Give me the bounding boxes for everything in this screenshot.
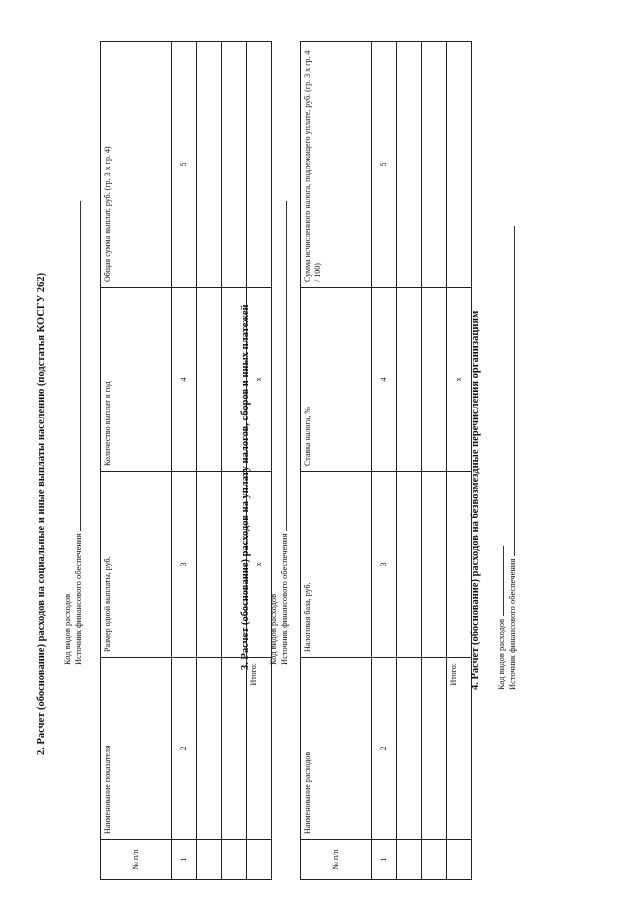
section3-title: 3. Расчет (обоснование) расходов на уплату налогов, сборов и иных платежей xyxy=(240,304,251,670)
table-cell[interactable] xyxy=(197,472,222,658)
x-mark: x xyxy=(247,472,272,658)
header-cell: Размер одной выплаты, руб. xyxy=(101,472,172,658)
table-cell[interactable] xyxy=(422,42,447,288)
table-cell[interactable] xyxy=(222,658,247,840)
x-mark: x xyxy=(247,288,272,472)
section4-title: 4. Расчет (обоснование) расходов на безвозмездные перечисления организациям xyxy=(470,310,481,690)
x-mark: x xyxy=(447,288,472,472)
column-number: 1 xyxy=(372,840,397,880)
header-cell: № п/п xyxy=(101,840,172,880)
table-cell[interactable] xyxy=(447,472,472,658)
header-cell: Налоговая база, руб. xyxy=(301,472,372,658)
table-cell[interactable] xyxy=(422,472,447,658)
column-number: 2 xyxy=(372,658,397,840)
table-cell[interactable] xyxy=(397,840,422,880)
header-cell: Ставка налога, % xyxy=(301,288,372,472)
column-number: 5 xyxy=(172,42,197,288)
table-cell[interactable] xyxy=(447,42,472,288)
section2-code-label: Код видов расходов xyxy=(62,593,72,665)
section2-source xyxy=(73,201,84,665)
section2-title: 2. Расчет (обоснование) расходов на социальные и иные выплаты населению (подстатья КОСГУ 262) xyxy=(36,272,47,755)
section4-code-line xyxy=(503,546,504,616)
table-row xyxy=(422,42,447,880)
table-cell xyxy=(247,840,272,880)
column-number: 4 xyxy=(372,288,397,472)
section3-table xyxy=(300,41,472,880)
section4-code xyxy=(496,226,507,690)
section2-source-line xyxy=(80,201,81,531)
header-cell: Общая сумма выплат, руб. (гр. 3 х гр. 4) xyxy=(101,42,172,288)
table-cell[interactable] xyxy=(397,288,422,472)
section2-source-label: Источник финансового обеспечения xyxy=(73,533,83,665)
section3-source-line xyxy=(286,201,287,531)
header-cell: Наименование показателя xyxy=(101,658,172,840)
table-cell[interactable] xyxy=(422,288,447,472)
section4-source xyxy=(507,226,518,690)
column-number: 5 xyxy=(372,42,397,288)
table-header-row xyxy=(301,42,372,880)
table-cell[interactable] xyxy=(422,840,447,880)
table-cell[interactable] xyxy=(197,42,222,288)
table-row xyxy=(397,42,422,880)
section2-meta xyxy=(62,201,84,665)
column-number-row xyxy=(172,42,197,880)
table-cell[interactable] xyxy=(222,42,247,288)
column-number: 1 xyxy=(172,840,197,880)
table-cell[interactable] xyxy=(197,288,222,472)
section3-source xyxy=(279,201,290,665)
column-number: 4 xyxy=(172,288,197,472)
total-row xyxy=(447,42,472,880)
header-cell: Количество выплат в год xyxy=(101,288,172,472)
column-number: 2 xyxy=(172,658,197,840)
header-cell: Сумма исчисленного налога, подлежащего уплате, руб. (гр. 3 х гр. 4 / 100) xyxy=(301,42,372,288)
section4-meta xyxy=(496,226,518,690)
column-number: 3 xyxy=(172,472,197,658)
table-cell xyxy=(447,840,472,880)
column-number: 3 xyxy=(372,472,397,658)
table-row xyxy=(197,42,222,880)
header-cell: Наименование расходов xyxy=(301,658,372,840)
table-header-row xyxy=(101,42,172,880)
section4-source-label: Источник финансового обеспечения xyxy=(507,558,517,690)
table-cell[interactable] xyxy=(222,840,247,880)
table-cell[interactable] xyxy=(397,42,422,288)
section3-code-label: Код видов расходов xyxy=(268,593,278,665)
total-label: Итого: xyxy=(447,658,472,840)
section4-code-label: Код видов расходов xyxy=(496,618,506,690)
header-cell: № п/п xyxy=(301,840,372,880)
table-cell[interactable] xyxy=(397,472,422,658)
section3-meta xyxy=(268,201,290,665)
table-cell[interactable] xyxy=(397,658,422,840)
table-cell[interactable] xyxy=(197,840,222,880)
table-cell[interactable] xyxy=(197,658,222,840)
table-cell[interactable] xyxy=(422,658,447,840)
section3-source-label: Источник финансового обеспечения xyxy=(279,533,289,665)
column-number-row xyxy=(372,42,397,880)
total-label: Итого: xyxy=(247,658,272,840)
section4-source-line xyxy=(514,226,515,556)
